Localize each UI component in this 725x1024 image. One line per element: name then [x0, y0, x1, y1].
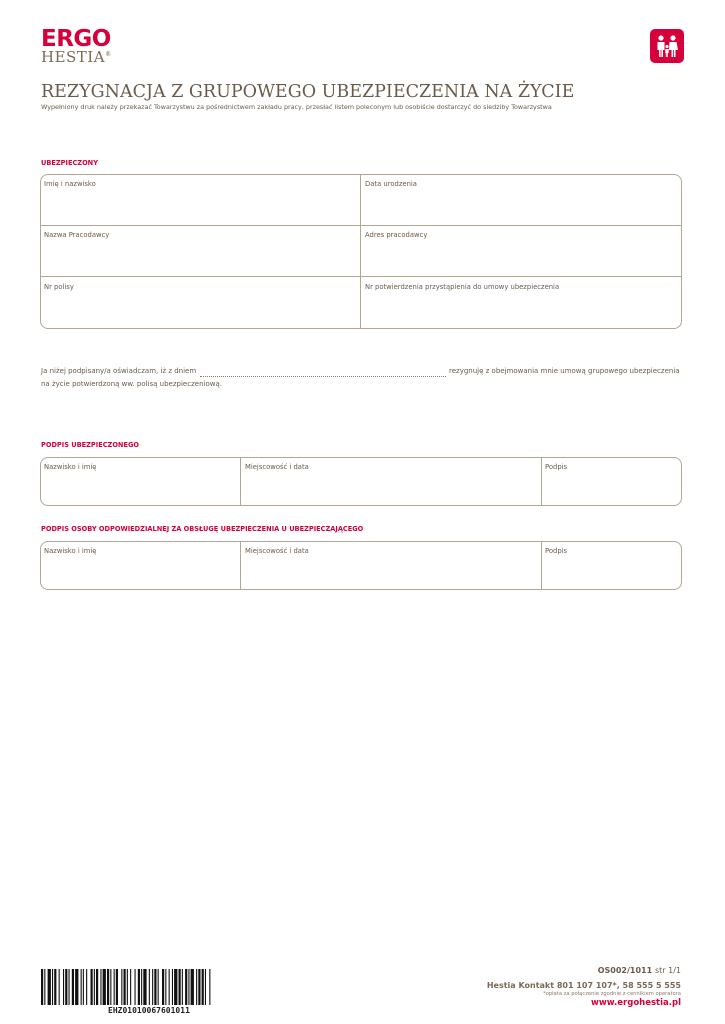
responsible-signature-field[interactable]: Podpis — [545, 547, 568, 555]
family-icon-graphic — [650, 29, 684, 63]
page-subtitle: Wypełniony druk należy przekazać Towarzystwu za pośrednictwem zakładu pracy, przesłać listem poleconym lub osobiście dostarczyć do siedziby Towarzystwa — [41, 103, 552, 111]
logo-hestia: HESTIA® — [41, 48, 112, 66]
divider — [240, 457, 241, 506]
birth-date-field[interactable]: Data urodzenia — [365, 180, 417, 188]
name-field[interactable]: Imię i nazwisko — [44, 180, 96, 188]
insured-signature-name-field[interactable]: Nazwisko i imię — [44, 463, 97, 471]
section-heading-insured-signature: PODPIS UBEZPIECZONEGO — [41, 441, 139, 449]
insured-signature-field[interactable]: Podpis — [545, 463, 568, 471]
website-link[interactable]: www.ergohestia.pl — [591, 998, 681, 1008]
family-icon — [650, 29, 684, 63]
insured-signature-place-date-field[interactable]: Miejscowość i data — [245, 463, 309, 471]
declaration-text-1: Ja niżej podpisany/a oświadczam, iż z dniem — [41, 367, 197, 375]
barcode-number: EHZ01010067601011 — [108, 1006, 190, 1015]
policy-number-field[interactable]: Nr polisy — [44, 283, 74, 291]
responsible-signature-box — [40, 541, 682, 590]
divider — [541, 457, 542, 506]
insured-signature-box — [40, 457, 682, 506]
responsible-place-date-field[interactable]: Miejscowość i data — [245, 547, 309, 555]
contact-note: *opłata za połączenie zgodnie z cennikiem operatora — [543, 991, 681, 997]
employer-name-field[interactable]: Nazwa Pracodawcy — [44, 231, 110, 239]
responsible-name-field[interactable]: Nazwisko i imię — [44, 547, 97, 555]
form-code: OS002/1011 str 1/1 — [597, 966, 681, 975]
declaration-text-3: na życie potwierdzoną ww. polisą ubezpieczeniową. — [41, 380, 222, 388]
insured-fields-box — [40, 174, 682, 329]
declaration-text-2: rezygnuję z obejmowania mnie umową grupowego ubezpieczenia — [449, 367, 680, 375]
page-title: REZYGNACJA Z GRUPOWEGO UBEZPIECZENIA NA ŻYCIE — [41, 82, 575, 102]
contact-info: Hestia Kontakt 801 107 107*, 58 555 5 555 — [486, 981, 681, 990]
divider — [40, 276, 682, 277]
date-input-line[interactable] — [200, 376, 446, 377]
confirmation-number-field[interactable]: Nr potwierdzenia przystąpienia do umowy ubezpieczenia — [365, 283, 560, 291]
section-heading-responsible-signature: PODPIS OSOBY ODPOWIEDZIALNEJ ZA OBSŁUGĘ UBEZPIECZENIA U UBEZPIECZAJĄCEGO — [41, 525, 364, 533]
section-heading-insured: UBEZPIECZONY — [41, 159, 98, 167]
employer-address-field[interactable]: Adres pracodawcy — [365, 231, 428, 239]
logo-ergo: ERGO — [41, 26, 111, 52]
divider — [541, 541, 542, 590]
barcode — [41, 969, 269, 1005]
divider — [240, 541, 241, 590]
divider — [360, 174, 361, 329]
divider — [40, 225, 682, 226]
